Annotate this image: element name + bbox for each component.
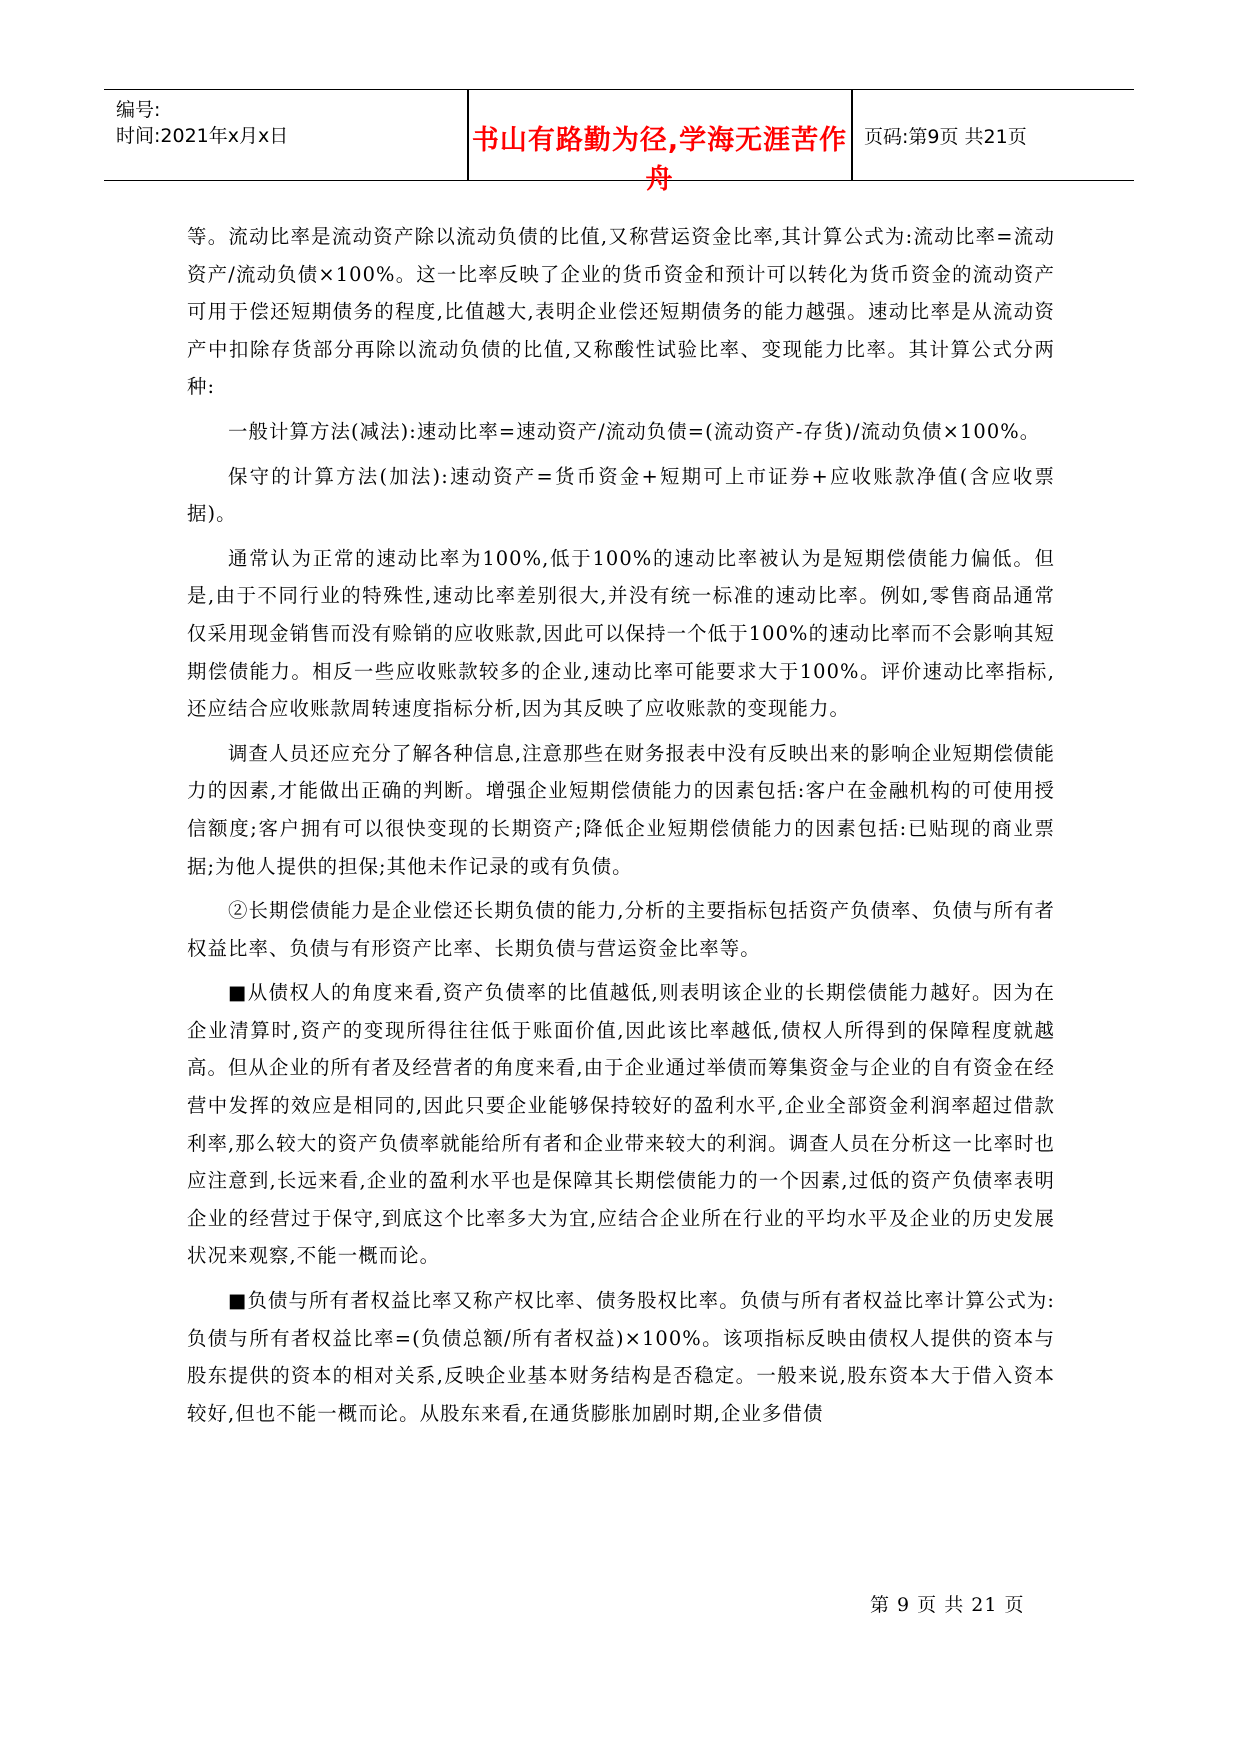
paragraph: 调查人员还应充分了解各种信息,注意那些在财务报表中没有反映出来的影响企业短期偿债能力的因素,才能做出正确的判断。增强企业短期偿债能力的因素包括:客户在金融机构的可使用授信额度;客户拥有可以很快变现的长期资产;降低企业短期偿债能力的因素包括:已贴现的商业票据;为他人提供的担保;其他未作记录的或有负债。	[187, 741, 1055, 878]
page-header	[104, 89, 1134, 195]
header-meta	[116, 90, 466, 180]
document-body	[187, 218, 1055, 1439]
page-footer: 第 9 页 共 21 页	[870, 1594, 1025, 1616]
paragraph: 保守的计算方法(加法):速动资产=货币资金+短期可上市证券+应收账款净值(含应收票据)。	[187, 464, 1055, 526]
header-divider	[851, 90, 853, 180]
paragraph: 一般计算方法(减法):速动比率=速动资产/流动负债=(流动资产-存货)/流动负债×100%。	[228, 419, 1041, 443]
paragraph: 通常认为正常的速动比率为100%,低于100%的速动比率被认为是短期偿债能力偏低。但是,由于不同行业的特殊性,速动比率差别很大,并没有统一标准的速动比率。例如,零售商品通常仅采用现金销售而没有赊销的应收账款,因此可以保持一个低于100%的速动比率而不会影响其短期偿债能力。相反一些应收账款较多的企业,速动比率可能要求大于100%。评价速动比率指标,还应结合应收账款周转速度指标分析,因为其反映了应收账款的变现能力。	[187, 546, 1055, 721]
header-page-info: 页码:第9页 共21页	[864, 126, 1027, 148]
header-motto: 书山有路勤为径,学海无涯苦作舟	[471, 125, 848, 195]
paragraph: ■从债权人的角度来看,资产负债率的比值越低,则表明该企业的长期偿债能力越好。因为在企业清算时,资产的变现所得往往低于账面价值,因此该比率越低,债权人所得到的保障程度就越高。但从企业的所有者及经营者的角度来看,由于企业通过举债而筹集资金与企业的自有资金在经营中发挥的效应是相同的,因此只要企业能够保持较好的盈利水平,企业全部资金利润率超过借款利率,那么较大的资产负债率就能给所有者和企业带来较大的利润。调查人员在分析这一比率时也应注意到,长远来看,企业的盈利水平也是保障其长期偿债能力的一个因素,过低的资产负债率表明企业的经营过于保守,到底这个比率多大为宜,应结合企业所在行业的平均水平及企业的历史发展状况来观察,不能一概而论。	[187, 981, 1055, 1268]
paragraph: ②长期偿债能力是企业偿还长期负债的能力,分析的主要指标包括资产负债率、负债与所有者权益比率、负债与有形资产比率、长期负债与营运资金比率等。	[187, 899, 1055, 960]
document-number-label: 编号:	[116, 99, 161, 121]
paragraph: 等。流动比率是流动资产除以流动负债的比值,又称营运资金比率,其计算公式为:流动比率=流动资产/流动负债×100%。这一比率反映了企业的货币资金和预计可以转化为货币资金的流动资产可用于偿还短期债务的程度,比值越大,表明企业偿还短期债务的能力越强。速动比率是从流动资产中扣除存货部分再除以流动负债的比值,又称酸性试验比率、变现能力比率。其计算公式分两种:	[187, 225, 1055, 399]
document-time-label: 时间:2021年x月x日	[116, 125, 289, 147]
paragraph: ■负债与所有者权益比率又称产权比率、债务股权比率。负债与所有者权益比率计算公式为:负债与所有者权益比率=(负债总额/所有者权益)×100%。该项指标反映由债权人提供的资本与股东提供的资本的相对关系,反映企业基本财务结构是否稳定。一般来说,股东资本大于借入资本较好,但也不能一概而论。从股东来看,在通货膨胀加剧时期,企业多借债	[187, 1289, 1055, 1425]
